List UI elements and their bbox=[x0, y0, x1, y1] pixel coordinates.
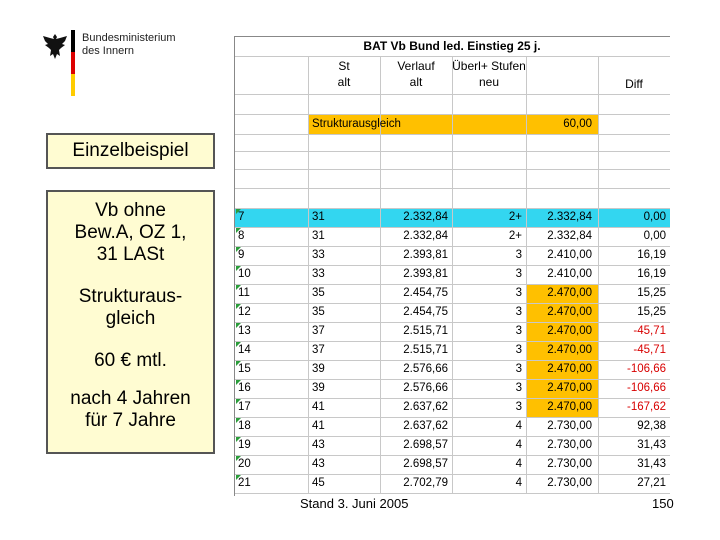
row-verlauf-alt: 2.698,57 bbox=[403, 439, 448, 451]
row-year: 20 bbox=[238, 458, 251, 470]
row-betrag-neu: 2.470,00 bbox=[547, 287, 592, 299]
row-diff: -167,62 bbox=[626, 401, 666, 413]
row-diff: 15,25 bbox=[637, 287, 666, 299]
row-betrag-neu: 2.470,00 bbox=[547, 344, 592, 356]
row-diff: 16,19 bbox=[637, 268, 666, 280]
row-stufe-alt: 41 bbox=[312, 401, 325, 413]
row-verlauf-alt: 2.576,66 bbox=[403, 363, 448, 375]
row-betrag-neu: 2.730,00 bbox=[547, 439, 592, 451]
row-betrag-neu: 2.470,00 bbox=[547, 306, 592, 318]
row-stufe-neu: 3 bbox=[515, 344, 522, 356]
row-year: 15 bbox=[238, 363, 251, 375]
row-year: 17 bbox=[238, 401, 251, 413]
row-verlauf-alt: 2.515,71 bbox=[403, 325, 448, 337]
row-stufe-neu: 3 bbox=[515, 363, 522, 375]
row-diff: -106,66 bbox=[626, 382, 666, 394]
desc-line: für 7 Jahre bbox=[85, 410, 176, 431]
row-stufe-alt: 45 bbox=[312, 477, 325, 489]
row-verlauf-alt: 2.576,66 bbox=[403, 382, 448, 394]
row-diff: 16,19 bbox=[637, 249, 666, 261]
row-diff: -45,71 bbox=[633, 325, 666, 337]
row-betrag-neu: 2.470,00 bbox=[547, 401, 592, 413]
row-diff: 27,21 bbox=[637, 477, 666, 489]
ministry-logo bbox=[42, 30, 182, 100]
row-year: 11 bbox=[238, 287, 250, 299]
footer-date: Stand 3. Juni 2005 bbox=[300, 496, 409, 511]
row-stufe-alt: 37 bbox=[312, 344, 325, 356]
row-stufe-neu: 2+ bbox=[508, 230, 522, 242]
row-stufe-neu: 2+ bbox=[508, 211, 522, 223]
desc-line: gleich bbox=[105, 308, 156, 329]
desc-line: Vb ohne bbox=[95, 200, 166, 221]
row-year: 14 bbox=[238, 344, 251, 356]
row-year: 16 bbox=[238, 382, 251, 394]
row-year: 9 bbox=[238, 249, 245, 261]
federal-eagle-icon bbox=[42, 32, 68, 60]
row-year: 8 bbox=[238, 230, 245, 242]
row-stufe-alt: 39 bbox=[312, 363, 325, 375]
desc-line: nach 4 Jahren bbox=[70, 388, 191, 409]
row-year: 18 bbox=[238, 420, 251, 432]
row-year: 13 bbox=[238, 325, 251, 337]
row-stufe-neu: 4 bbox=[515, 458, 522, 470]
row-stufe-neu: 3 bbox=[515, 268, 522, 280]
federal-flag-bar bbox=[71, 30, 75, 96]
row-betrag-neu: 2.730,00 bbox=[547, 458, 592, 470]
row-verlauf-alt: 2.393,81 bbox=[403, 249, 448, 261]
row-verlauf-alt: 2.698,57 bbox=[403, 458, 448, 470]
row-year: 12 bbox=[238, 306, 251, 318]
desc-line: Bew.A, OZ 1, bbox=[74, 222, 187, 243]
row-diff: 31,43 bbox=[637, 439, 666, 451]
row-stufe-alt: 39 bbox=[312, 382, 325, 394]
ministry-name: Bundesministerium des Innern bbox=[82, 32, 176, 57]
header-diff: Diff bbox=[625, 77, 643, 91]
row-stufe-alt: 33 bbox=[312, 268, 325, 280]
desc-line: Strukturaus- bbox=[78, 286, 183, 307]
row-stufe-alt: 41 bbox=[312, 420, 325, 432]
row-stufe-alt: 31 bbox=[312, 211, 325, 223]
row-stufe-neu: 3 bbox=[515, 287, 522, 299]
row-stufe-alt: 31 bbox=[312, 230, 325, 242]
row-stufe-neu: 3 bbox=[515, 382, 522, 394]
strukturausgleich-label: Strukturausgleich bbox=[312, 118, 401, 130]
row-stufe-neu: 3 bbox=[515, 325, 522, 337]
row-betrag-neu: 2.410,00 bbox=[547, 249, 592, 261]
row-betrag-neu: 2.410,00 bbox=[547, 268, 592, 280]
row-betrag-neu: 2.470,00 bbox=[547, 363, 592, 375]
row-verlauf-alt: 2.515,71 bbox=[403, 344, 448, 356]
row-verlauf-alt: 2.637,62 bbox=[403, 420, 448, 432]
row-stufe-neu: 3 bbox=[515, 306, 522, 318]
row-stufe-neu: 3 bbox=[515, 401, 522, 413]
row-betrag-neu: 2.332,84 bbox=[547, 211, 592, 223]
row-verlauf-alt: 2.454,75 bbox=[403, 306, 448, 318]
row-verlauf-alt: 2.393,81 bbox=[403, 268, 448, 280]
row-verlauf-alt: 2.454,75 bbox=[403, 287, 448, 299]
row-stufe-alt: 35 bbox=[312, 306, 325, 318]
row-stufe-alt: 43 bbox=[312, 458, 325, 470]
row-stufe-alt: 37 bbox=[312, 325, 325, 337]
row-diff: 15,25 bbox=[637, 306, 666, 318]
row-stufe-neu: 4 bbox=[515, 439, 522, 451]
row-diff: -106,66 bbox=[626, 363, 666, 375]
row-betrag-neu: 2.470,00 bbox=[547, 382, 592, 394]
row-betrag-neu: 2.470,00 bbox=[547, 325, 592, 337]
row-year: 19 bbox=[238, 439, 251, 451]
row-stufe-alt: 33 bbox=[312, 249, 325, 261]
row-diff: 0,00 bbox=[643, 211, 666, 223]
row-verlauf-alt: 2.702,79 bbox=[403, 477, 448, 489]
row-year: 21 bbox=[238, 477, 251, 489]
row-betrag-neu: 2.730,00 bbox=[547, 420, 592, 432]
row-diff: 31,43 bbox=[637, 458, 666, 470]
page-number: 150 bbox=[652, 496, 674, 511]
row-betrag-neu: 2.332,84 bbox=[547, 230, 592, 242]
salary-table bbox=[234, 36, 670, 496]
row-stufe-alt: 43 bbox=[312, 439, 325, 451]
row-year: 10 bbox=[238, 268, 251, 280]
row-betrag-neu: 2.730,00 bbox=[547, 477, 592, 489]
strukturausgleich-value: 60,00 bbox=[563, 118, 592, 130]
header-st: St alt bbox=[337, 59, 351, 89]
row-verlauf-alt: 2.332,84 bbox=[403, 230, 448, 242]
table-title: BAT Vb Bund led. Einstieg 25 j. bbox=[363, 39, 541, 53]
example-label-box: Einzelbeispiel bbox=[46, 133, 215, 169]
desc-line: 31 LASt bbox=[96, 244, 165, 265]
row-stufe-alt: 35 bbox=[312, 287, 325, 299]
row-diff: 0,00 bbox=[643, 230, 666, 242]
row-stufe-neu: 3 bbox=[515, 249, 522, 261]
header-verlauf: Verlauf alt bbox=[397, 59, 435, 89]
row-verlauf-alt: 2.637,62 bbox=[403, 401, 448, 413]
header-ueberl-stufen: Überl+ Stufen neu bbox=[452, 59, 526, 89]
row-year: 7 bbox=[238, 211, 245, 223]
row-diff: 92,38 bbox=[637, 420, 666, 432]
row-stufe-neu: 4 bbox=[515, 477, 522, 489]
desc-line: 60 € mtl. bbox=[94, 350, 167, 371]
example-description-box bbox=[46, 190, 215, 454]
row-stufe-neu: 4 bbox=[515, 420, 522, 432]
row-verlauf-alt: 2.332,84 bbox=[403, 211, 448, 223]
row-diff: -45,71 bbox=[633, 344, 666, 356]
